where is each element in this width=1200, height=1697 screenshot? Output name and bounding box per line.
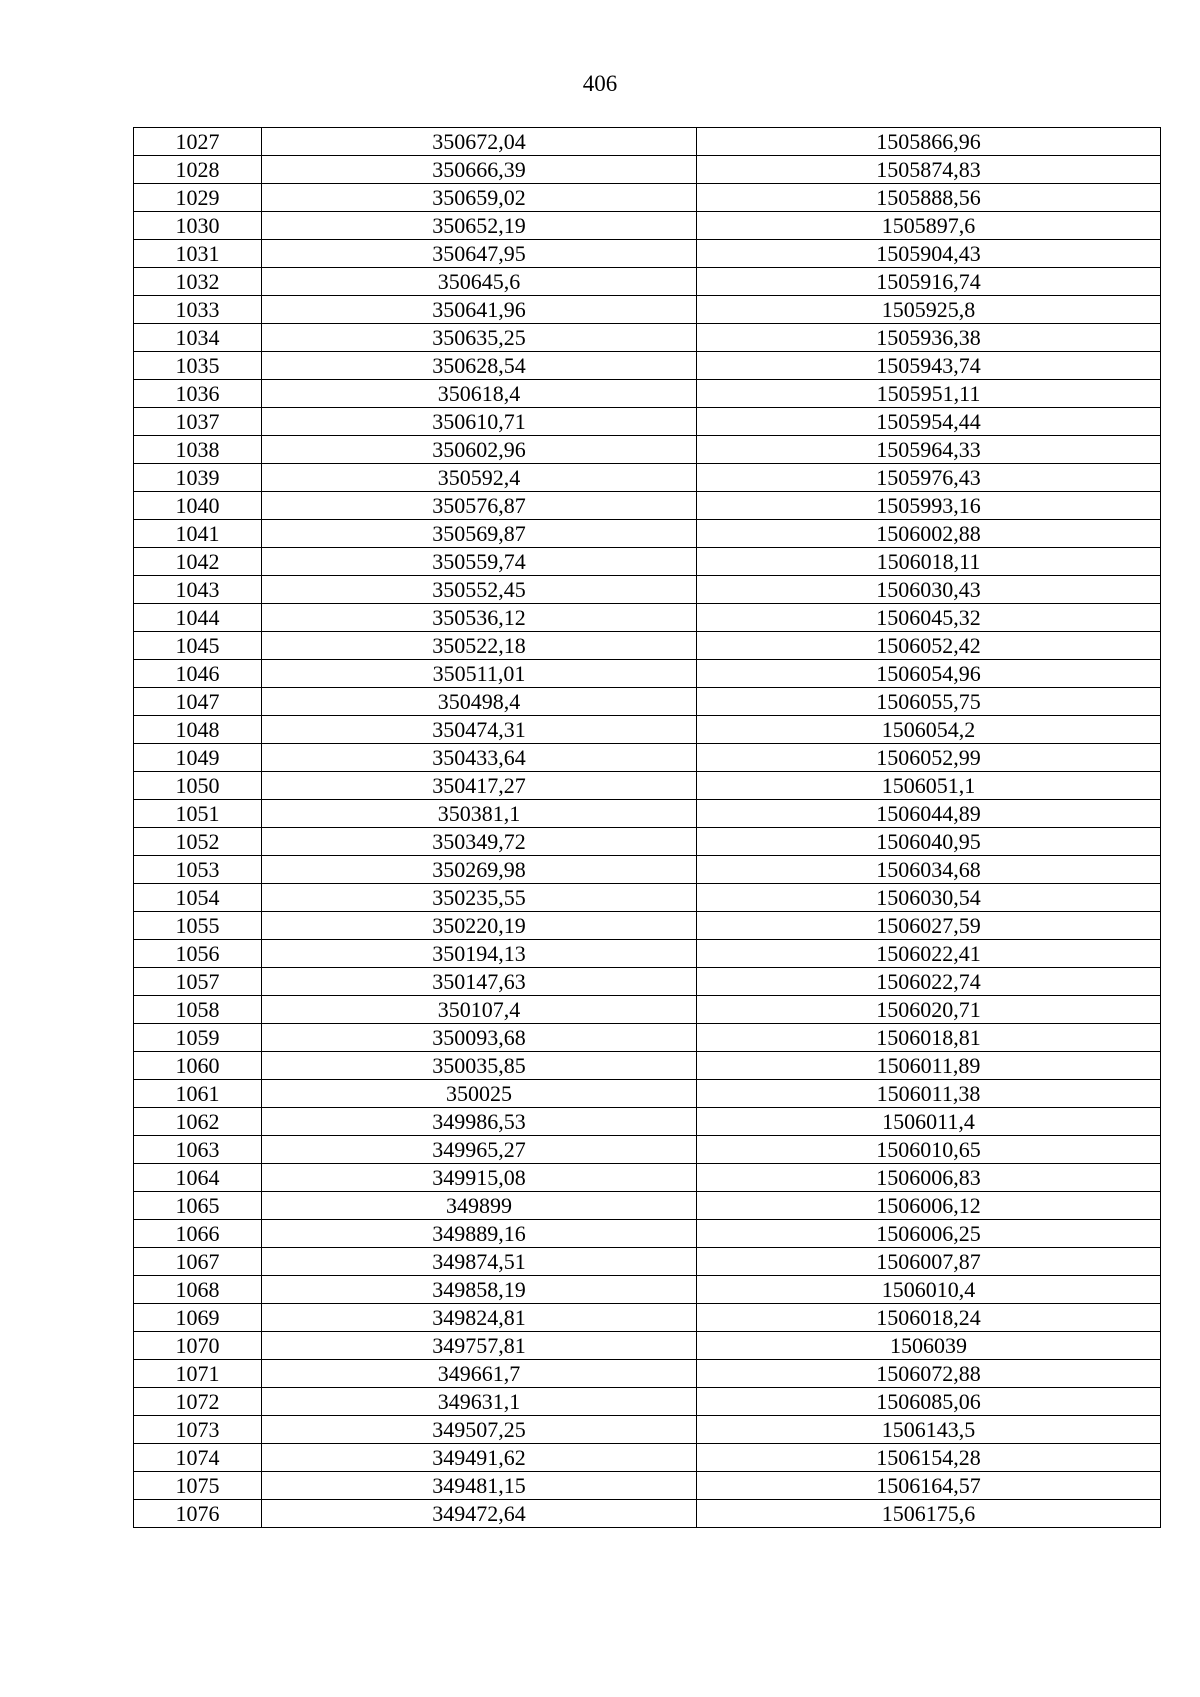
table-row [134, 1416, 1161, 1444]
x-coordinate-cell: 349481,15 [262, 1472, 697, 1500]
table-row [134, 212, 1161, 240]
x-coordinate-cell: 350652,19 [262, 212, 697, 240]
point-number-cell: 1042 [134, 548, 262, 576]
point-number-cell: 1032 [134, 268, 262, 296]
table-row [134, 1164, 1161, 1192]
point-number-cell: 1033 [134, 296, 262, 324]
table-row [134, 1192, 1161, 1220]
y-coordinate-cell: 1506007,87 [697, 1248, 1161, 1276]
point-number-cell: 1048 [134, 716, 262, 744]
point-number-cell: 1076 [134, 1500, 262, 1528]
point-number-cell: 1065 [134, 1192, 262, 1220]
table-row [134, 156, 1161, 184]
y-coordinate-cell: 1505866,96 [697, 128, 1161, 156]
x-coordinate-cell: 350498,4 [262, 688, 697, 716]
y-coordinate-cell: 1506044,89 [697, 800, 1161, 828]
x-coordinate-cell: 350035,85 [262, 1052, 697, 1080]
x-coordinate-cell: 349874,51 [262, 1248, 697, 1276]
y-coordinate-cell: 1506011,38 [697, 1080, 1161, 1108]
x-coordinate-cell: 350474,31 [262, 716, 697, 744]
y-coordinate-cell: 1505993,16 [697, 492, 1161, 520]
x-coordinate-cell: 350666,39 [262, 156, 697, 184]
table-row [134, 296, 1161, 324]
x-coordinate-cell: 350536,12 [262, 604, 697, 632]
table-row [134, 828, 1161, 856]
y-coordinate-cell: 1506085,06 [697, 1388, 1161, 1416]
point-number-cell: 1035 [134, 352, 262, 380]
y-coordinate-cell: 1506027,59 [697, 912, 1161, 940]
table-row [134, 464, 1161, 492]
x-coordinate-cell: 350552,45 [262, 576, 697, 604]
point-number-cell: 1034 [134, 324, 262, 352]
y-coordinate-cell: 1506010,65 [697, 1136, 1161, 1164]
point-number-cell: 1046 [134, 660, 262, 688]
coordinates-table-body [134, 128, 1161, 1528]
y-coordinate-cell: 1506002,88 [697, 520, 1161, 548]
table-row [134, 1304, 1161, 1332]
table-row [134, 912, 1161, 940]
y-coordinate-cell: 1505916,74 [697, 268, 1161, 296]
point-number-cell: 1069 [134, 1304, 262, 1332]
table-row [134, 408, 1161, 436]
x-coordinate-cell: 349631,1 [262, 1388, 697, 1416]
y-coordinate-cell: 1506010,4 [697, 1276, 1161, 1304]
point-number-cell: 1029 [134, 184, 262, 212]
x-coordinate-cell: 349986,53 [262, 1108, 697, 1136]
x-coordinate-cell: 349757,81 [262, 1332, 697, 1360]
y-coordinate-cell: 1506006,25 [697, 1220, 1161, 1248]
point-number-cell: 1067 [134, 1248, 262, 1276]
table-row [134, 856, 1161, 884]
table-row [134, 184, 1161, 212]
point-number-cell: 1031 [134, 240, 262, 268]
x-coordinate-cell: 349889,16 [262, 1220, 697, 1248]
coordinates-table [133, 127, 1161, 1528]
point-number-cell: 1074 [134, 1444, 262, 1472]
y-coordinate-cell: 1506054,2 [697, 716, 1161, 744]
point-number-cell: 1062 [134, 1108, 262, 1136]
x-coordinate-cell: 350511,01 [262, 660, 697, 688]
point-number-cell: 1052 [134, 828, 262, 856]
y-coordinate-cell: 1505976,43 [697, 464, 1161, 492]
point-number-cell: 1071 [134, 1360, 262, 1388]
table-row [134, 268, 1161, 296]
x-coordinate-cell: 349491,62 [262, 1444, 697, 1472]
x-coordinate-cell: 350610,71 [262, 408, 697, 436]
table-row [134, 520, 1161, 548]
point-number-cell: 1072 [134, 1388, 262, 1416]
table-row [134, 128, 1161, 156]
y-coordinate-cell: 1506030,43 [697, 576, 1161, 604]
table-row [134, 240, 1161, 268]
x-coordinate-cell: 350647,95 [262, 240, 697, 268]
x-coordinate-cell: 349507,25 [262, 1416, 697, 1444]
point-number-cell: 1073 [134, 1416, 262, 1444]
y-coordinate-cell: 1506018,11 [697, 548, 1161, 576]
point-number-cell: 1039 [134, 464, 262, 492]
point-number-cell: 1040 [134, 492, 262, 520]
x-coordinate-cell: 350522,18 [262, 632, 697, 660]
y-coordinate-cell: 1506051,1 [697, 772, 1161, 800]
table-row [134, 688, 1161, 716]
x-coordinate-cell: 350635,25 [262, 324, 697, 352]
point-number-cell: 1037 [134, 408, 262, 436]
table-row [134, 1444, 1161, 1472]
y-coordinate-cell: 1506018,81 [697, 1024, 1161, 1052]
x-coordinate-cell: 350576,87 [262, 492, 697, 520]
x-coordinate-cell: 350107,4 [262, 996, 697, 1024]
x-coordinate-cell: 350569,87 [262, 520, 697, 548]
y-coordinate-cell: 1506011,89 [697, 1052, 1161, 1080]
y-coordinate-cell: 1506164,57 [697, 1472, 1161, 1500]
x-coordinate-cell: 349824,81 [262, 1304, 697, 1332]
y-coordinate-cell: 1506072,88 [697, 1360, 1161, 1388]
table-row [134, 800, 1161, 828]
table-row [134, 1248, 1161, 1276]
point-number-cell: 1030 [134, 212, 262, 240]
x-coordinate-cell: 350602,96 [262, 436, 697, 464]
table-row [134, 1332, 1161, 1360]
x-coordinate-cell: 349472,64 [262, 1500, 697, 1528]
point-number-cell: 1047 [134, 688, 262, 716]
y-coordinate-cell: 1505897,6 [697, 212, 1161, 240]
table-row [134, 716, 1161, 744]
x-coordinate-cell: 350592,4 [262, 464, 697, 492]
x-coordinate-cell: 350417,27 [262, 772, 697, 800]
table-row [134, 1108, 1161, 1136]
point-number-cell: 1041 [134, 520, 262, 548]
table-row [134, 660, 1161, 688]
x-coordinate-cell: 350618,4 [262, 380, 697, 408]
point-number-cell: 1075 [134, 1472, 262, 1500]
x-coordinate-cell: 349899 [262, 1192, 697, 1220]
point-number-cell: 1053 [134, 856, 262, 884]
point-number-cell: 1066 [134, 1220, 262, 1248]
y-coordinate-cell: 1506175,6 [697, 1500, 1161, 1528]
x-coordinate-cell: 350628,54 [262, 352, 697, 380]
x-coordinate-cell: 350269,98 [262, 856, 697, 884]
y-coordinate-cell: 1505904,43 [697, 240, 1161, 268]
y-coordinate-cell: 1506006,12 [697, 1192, 1161, 1220]
table-row [134, 492, 1161, 520]
point-number-cell: 1051 [134, 800, 262, 828]
y-coordinate-cell: 1505943,74 [697, 352, 1161, 380]
x-coordinate-cell: 350093,68 [262, 1024, 697, 1052]
point-number-cell: 1063 [134, 1136, 262, 1164]
table-row [134, 772, 1161, 800]
table-row [134, 436, 1161, 464]
x-coordinate-cell: 349661,7 [262, 1360, 697, 1388]
x-coordinate-cell: 350659,02 [262, 184, 697, 212]
y-coordinate-cell: 1506052,99 [697, 744, 1161, 772]
x-coordinate-cell: 350559,74 [262, 548, 697, 576]
point-number-cell: 1054 [134, 884, 262, 912]
point-number-cell: 1036 [134, 380, 262, 408]
x-coordinate-cell: 350194,13 [262, 940, 697, 968]
point-number-cell: 1050 [134, 772, 262, 800]
x-coordinate-cell: 350220,19 [262, 912, 697, 940]
table-row [134, 1080, 1161, 1108]
point-number-cell: 1057 [134, 968, 262, 996]
table-row [134, 940, 1161, 968]
table-row [134, 968, 1161, 996]
y-coordinate-cell: 1506052,42 [697, 632, 1161, 660]
point-number-cell: 1060 [134, 1052, 262, 1080]
x-coordinate-cell: 350235,55 [262, 884, 697, 912]
point-number-cell: 1064 [134, 1164, 262, 1192]
y-coordinate-cell: 1506143,5 [697, 1416, 1161, 1444]
x-coordinate-cell: 350672,04 [262, 128, 697, 156]
point-number-cell: 1056 [134, 940, 262, 968]
y-coordinate-cell: 1506154,28 [697, 1444, 1161, 1472]
table-row [134, 1360, 1161, 1388]
table-row [134, 352, 1161, 380]
table-row [134, 1220, 1161, 1248]
y-coordinate-cell: 1506055,75 [697, 688, 1161, 716]
y-coordinate-cell: 1506022,41 [697, 940, 1161, 968]
point-number-cell: 1028 [134, 156, 262, 184]
y-coordinate-cell: 1506034,68 [697, 856, 1161, 884]
y-coordinate-cell: 1505951,11 [697, 380, 1161, 408]
table-row [134, 632, 1161, 660]
table-row [134, 1472, 1161, 1500]
point-number-cell: 1055 [134, 912, 262, 940]
table-row [134, 744, 1161, 772]
x-coordinate-cell: 349965,27 [262, 1136, 697, 1164]
x-coordinate-cell: 350433,64 [262, 744, 697, 772]
point-number-cell: 1027 [134, 128, 262, 156]
y-coordinate-cell: 1505925,8 [697, 296, 1161, 324]
table-row [134, 548, 1161, 576]
table-row [134, 884, 1161, 912]
table-row [134, 1500, 1161, 1528]
y-coordinate-cell: 1505936,38 [697, 324, 1161, 352]
point-number-cell: 1043 [134, 576, 262, 604]
point-number-cell: 1038 [134, 436, 262, 464]
point-number-cell: 1061 [134, 1080, 262, 1108]
x-coordinate-cell: 349858,19 [262, 1276, 697, 1304]
x-coordinate-cell: 349915,08 [262, 1164, 697, 1192]
y-coordinate-cell: 1506018,24 [697, 1304, 1161, 1332]
y-coordinate-cell: 1505964,33 [697, 436, 1161, 464]
y-coordinate-cell: 1506011,4 [697, 1108, 1161, 1136]
table-row [134, 604, 1161, 632]
y-coordinate-cell: 1506030,54 [697, 884, 1161, 912]
x-coordinate-cell: 350645,6 [262, 268, 697, 296]
y-coordinate-cell: 1506040,95 [697, 828, 1161, 856]
table-row [134, 1388, 1161, 1416]
table-row [134, 996, 1161, 1024]
table-row [134, 1024, 1161, 1052]
table-row [134, 1276, 1161, 1304]
table-row [134, 1052, 1161, 1080]
y-coordinate-cell: 1505888,56 [697, 184, 1161, 212]
point-number-cell: 1059 [134, 1024, 262, 1052]
point-number-cell: 1049 [134, 744, 262, 772]
table-row [134, 324, 1161, 352]
y-coordinate-cell: 1505954,44 [697, 408, 1161, 436]
page-number: 406 [582, 71, 618, 96]
point-number-cell: 1045 [134, 632, 262, 660]
y-coordinate-cell: 1506006,83 [697, 1164, 1161, 1192]
y-coordinate-cell: 1506045,32 [697, 604, 1161, 632]
point-number-cell: 1070 [134, 1332, 262, 1360]
table-row [134, 1136, 1161, 1164]
y-coordinate-cell: 1506039 [697, 1332, 1161, 1360]
x-coordinate-cell: 350641,96 [262, 296, 697, 324]
point-number-cell: 1068 [134, 1276, 262, 1304]
x-coordinate-cell: 350349,72 [262, 828, 697, 856]
x-coordinate-cell: 350147,63 [262, 968, 697, 996]
x-coordinate-cell: 350025 [262, 1080, 697, 1108]
y-coordinate-cell: 1505874,83 [697, 156, 1161, 184]
table-row [134, 380, 1161, 408]
y-coordinate-cell: 1506022,74 [697, 968, 1161, 996]
x-coordinate-cell: 350381,1 [262, 800, 697, 828]
point-number-cell: 1044 [134, 604, 262, 632]
y-coordinate-cell: 1506054,96 [697, 660, 1161, 688]
point-number-cell: 1058 [134, 996, 262, 1024]
y-coordinate-cell: 1506020,71 [697, 996, 1161, 1024]
table-row [134, 576, 1161, 604]
